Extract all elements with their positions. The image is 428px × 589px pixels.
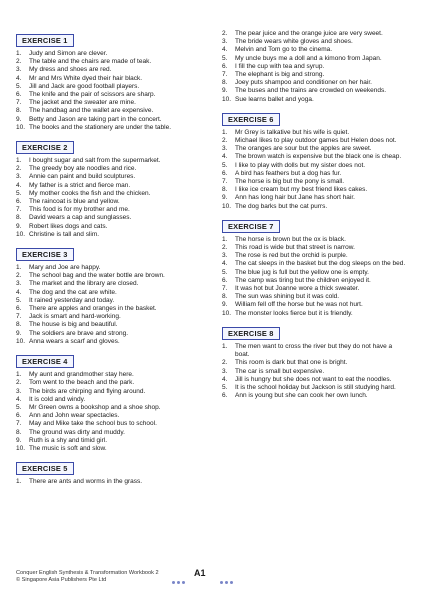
answer-item: [222, 269, 408, 277]
answer-number: 4.: [222, 375, 228, 383]
answer-text: It is the school holiday but Jackson is still studying hard.: [235, 383, 396, 391]
answer-text: The cat sleeps in the basket but the dog sleeps on the bed.: [235, 260, 406, 268]
answer-item: [16, 297, 202, 305]
answer-text: It was hot but Joanne wore a thick sweater.: [235, 285, 360, 293]
answer-number: 7.: [222, 285, 228, 293]
answer-number: 4.: [16, 74, 22, 82]
answer-text: It is cold and windy.: [29, 395, 86, 403]
answer-text: A bird has feathers but a dog has fur.: [235, 169, 342, 177]
answer-text: Anna wears a scarf and gloves.: [29, 337, 120, 345]
answer-text: The rose is red but the orchid is purple.: [235, 252, 348, 260]
answer-number: 2.: [16, 272, 22, 280]
answer-item: [222, 46, 408, 54]
answer-item: [16, 437, 202, 445]
answer-item: [16, 223, 202, 231]
exercise-section: [16, 30, 202, 132]
answer-item: [16, 379, 202, 387]
answer-text: Ann and John wear spectacles.: [29, 412, 120, 420]
answer-text: I like ice cream but my best friend likes cakes.: [235, 186, 368, 194]
answer-text: My uncle buys me a doll and a kimono from Japan.: [235, 54, 382, 62]
exercise-heading: EXERCISE 5: [16, 462, 74, 475]
answer-item: [222, 310, 408, 318]
answer-text: The buses and the trains are crowded on weekends.: [235, 87, 387, 95]
answer-text: Mr and Mrs White dyed their hair black.: [29, 74, 143, 82]
answer-number: 8.: [222, 293, 228, 301]
exercise-section: [16, 458, 202, 486]
answer-text: Betty and Jason are taking part in the concert.: [29, 115, 162, 123]
answer-number: 9.: [16, 329, 22, 337]
answer-list: [222, 236, 408, 318]
answer-text: The jacket and the sweater are mine.: [29, 99, 136, 107]
answer-number: 10.: [16, 230, 26, 238]
answer-number: 2.: [16, 165, 22, 173]
answer-text: Ann is young but she can cook her own lunch.: [235, 392, 368, 400]
answer-item: [16, 198, 202, 206]
answer-number: 3.: [16, 66, 22, 74]
answer-item: [222, 359, 408, 367]
exercise-section: [16, 244, 202, 346]
answer-text: Mr Green owns a bookshop and a shoe shop.: [29, 403, 161, 411]
answer-text: My father is a strict and fierce man.: [29, 181, 131, 189]
answer-number: 4.: [16, 288, 22, 296]
answer-item: [16, 305, 202, 313]
answer-text: The music is soft and slow.: [29, 444, 107, 452]
answer-item: [222, 38, 408, 46]
answer-number: 5.: [16, 296, 22, 304]
exercise-section: [16, 137, 202, 239]
answer-number: 5.: [222, 54, 228, 62]
answer-item: [222, 236, 408, 244]
answer-text: Sue learns ballet and yoga.: [235, 95, 314, 103]
answer-item: [16, 75, 202, 83]
answer-text: Jill is hungry but she does not want to eat the noodles.: [235, 375, 392, 383]
answer-item: [16, 313, 202, 321]
answer-text: Tom went to the beach and the park.: [29, 379, 135, 387]
answer-number: 4.: [222, 46, 228, 54]
answer-item: [16, 83, 202, 91]
answer-item: [222, 87, 408, 95]
answer-text: The men want to cross the river but they do not have a boat.: [235, 342, 393, 359]
answer-number: 6.: [16, 412, 22, 420]
answer-item: [16, 371, 202, 379]
answer-number: 4.: [16, 395, 22, 403]
answer-item: [16, 388, 202, 396]
answer-text: Melvin and Tom go to the cinema.: [235, 46, 333, 54]
answer-number: 7.: [222, 178, 228, 186]
answer-list: [16, 371, 202, 453]
answer-text: The camp was tiring but the children enjoyed it.: [235, 276, 371, 284]
answer-number: 2.: [16, 379, 22, 387]
answer-text: The bride wears white gloves and shoes.: [235, 38, 353, 46]
answer-text: The horse is big but the pony is small.: [235, 178, 345, 186]
answer-item: [16, 116, 202, 124]
exercise-heading: EXERCISE 3: [16, 248, 74, 261]
answer-text: David wears a cap and sunglasses.: [29, 214, 132, 222]
answer-number: 4.: [16, 181, 22, 189]
exercise-heading: EXERCISE 2: [16, 141, 74, 154]
answer-item: [222, 384, 408, 392]
answer-number: 3.: [16, 280, 22, 288]
answer-text: The car is small but expensive.: [235, 367, 325, 375]
answer-item: [16, 107, 202, 115]
answer-text: Ann has long hair but Jane has short hair.: [235, 194, 355, 202]
answer-number: 7.: [16, 99, 22, 107]
answer-number: 5.: [222, 161, 228, 169]
answer-item: [16, 289, 202, 297]
answer-item: [16, 58, 202, 66]
answer-list: [16, 264, 202, 346]
answer-number: 10.: [222, 95, 232, 103]
answer-number: 10.: [222, 202, 232, 210]
answer-number: 2.: [16, 58, 22, 66]
answer-text: The knife and the pair of scissors are sharp.: [29, 91, 156, 99]
answer-number: 1.: [16, 371, 22, 379]
answer-number: 1.: [16, 50, 22, 57]
answer-number: 5.: [16, 82, 22, 90]
answer-number: 3.: [222, 252, 228, 260]
answer-item: [222, 343, 408, 359]
answer-item: [16, 404, 202, 412]
answer-text: Joey puts shampoo and conditioner on her hair.: [235, 79, 372, 87]
answer-item: [16, 190, 202, 198]
answer-item: [16, 321, 202, 329]
answer-text: The ground was dirty and muddy.: [29, 428, 125, 436]
answer-list: [222, 129, 408, 211]
answer-number: 2.: [222, 359, 228, 367]
answer-item: [16, 429, 202, 437]
answer-item: [16, 206, 202, 214]
answer-text: I bought sugar and salt from the supermarket.: [29, 157, 161, 165]
answer-number: 5.: [16, 403, 22, 411]
answer-list: [222, 30, 408, 104]
answer-item: [16, 50, 202, 58]
answer-text: The horse is brown but the ox is black.: [235, 235, 346, 243]
answer-item: [16, 66, 202, 74]
answer-item: [222, 301, 408, 309]
answer-item: [16, 330, 202, 338]
answer-item: [222, 285, 408, 293]
answer-text: The sun was shining but it was cold.: [235, 293, 340, 301]
answer-item: [222, 260, 408, 268]
answer-text: It rained yesterday and today.: [29, 296, 115, 304]
answer-item: [222, 186, 408, 194]
answer-text: The greedy boy ate noodles and rice.: [29, 165, 137, 173]
answer-item: [222, 30, 408, 38]
answer-text: Annie can paint and build sculptures.: [29, 173, 136, 181]
answer-list: [16, 50, 202, 132]
answer-text: Robert likes dogs and cats.: [29, 222, 108, 230]
answer-item: [16, 280, 202, 288]
answer-text: The oranges are sour but the apples are sweet.: [235, 145, 372, 153]
answer-text: The blue jug is full but the yellow one is empty.: [235, 268, 369, 276]
answer-item: [16, 412, 202, 420]
answer-number: 7.: [16, 420, 22, 428]
answer-text: The elephant is big and strong.: [235, 71, 325, 79]
answer-item: [16, 272, 202, 280]
answer-item: [16, 445, 202, 453]
answer-number: 2.: [222, 137, 228, 145]
answer-item: [222, 55, 408, 63]
answer-number: 1.: [16, 264, 22, 272]
answer-text: This road is wide but that street is narrow.: [235, 244, 355, 252]
answer-item: [222, 376, 408, 384]
answer-item: [222, 137, 408, 145]
answer-number: 7.: [16, 313, 22, 321]
answer-number: 7.: [16, 206, 22, 214]
answer-text: Mary and Joe are happy.: [29, 264, 101, 272]
answer-text: I like to play with dolls but my sister does not.: [235, 161, 366, 169]
answer-number: 9.: [222, 87, 228, 95]
answer-text: The raincoat is blue and yellow.: [29, 198, 120, 206]
answer-text: Christine is tall and slim.: [29, 230, 100, 238]
answer-text: Mr Grey is talkative but his wife is quiet.: [235, 128, 350, 136]
answer-text: The school bag and the water bottle are brown.: [29, 272, 165, 280]
answer-item: [16, 91, 202, 99]
answer-number: 1.: [222, 128, 228, 136]
answer-text: Judy and Simon are clever.: [29, 50, 108, 57]
answer-item: [222, 203, 408, 211]
answer-number: 1.: [16, 478, 22, 486]
copyright-notice: © Singapore Asia Publishers Pte Ltd: [16, 577, 107, 583]
answer-text: I fill the cup with tea and syrup.: [235, 62, 325, 70]
answer-number: 10.: [16, 123, 26, 131]
answer-text: Michael likes to play outdoor games but Helen does not.: [235, 137, 397, 145]
answer-number: 8.: [16, 107, 22, 115]
page-number-right-dots: [220, 571, 238, 574]
answer-item: [222, 368, 408, 376]
answer-text: The books and the stationery are under the table.: [29, 123, 172, 131]
answer-number: 8.: [16, 321, 22, 329]
answer-text: The handbag and the wallet are expensive.: [29, 107, 154, 115]
answer-item: [222, 96, 408, 104]
right-column: [222, 30, 408, 405]
answer-item: [16, 173, 202, 181]
answer-number: 2.: [222, 244, 228, 252]
answer-item: [222, 145, 408, 153]
answer-number: 3.: [16, 387, 22, 395]
answer-list: [222, 343, 408, 400]
answer-text: The pear juice and the orange juice are very sweet.: [235, 30, 383, 37]
answer-text: There are ants and worms in the grass.: [29, 478, 143, 486]
page-number: A1: [194, 568, 206, 578]
answer-text: The dog barks but the cat purrs.: [235, 202, 328, 210]
answer-item: [222, 194, 408, 202]
answer-item: [16, 124, 202, 132]
answer-item: [222, 71, 408, 79]
page-number-left-dots: [172, 571, 190, 574]
exercise-heading: EXERCISE 7: [222, 220, 280, 233]
answer-number: 5.: [222, 383, 228, 391]
answer-list: [16, 478, 202, 486]
answer-item: [16, 157, 202, 165]
answer-number: 10.: [16, 337, 26, 345]
answer-text: Jack is smart and hard-working.: [29, 313, 121, 321]
answer-item: [16, 264, 202, 272]
answer-item: [222, 129, 408, 137]
answer-item: [16, 214, 202, 222]
answer-number: 6.: [16, 91, 22, 99]
answer-text: My dress and shoes are red.: [29, 66, 112, 74]
answer-number: 5.: [222, 268, 228, 276]
answer-number: 5.: [16, 189, 22, 197]
answer-number: 10.: [222, 309, 232, 317]
exercise-heading: EXERCISE 4: [16, 355, 74, 368]
answer-number: 3.: [16, 173, 22, 181]
answer-number: 8.: [16, 428, 22, 436]
answer-item: [222, 153, 408, 161]
answer-number: 9.: [16, 115, 22, 123]
left-column: [16, 30, 202, 491]
answer-text: My mother cooks the fish and the chicken.: [29, 189, 151, 197]
answer-number: 6.: [222, 169, 228, 177]
answer-text: The market and the library are closed.: [29, 280, 139, 288]
answer-item: [16, 338, 202, 346]
answer-item: [222, 244, 408, 252]
exercise-heading: EXERCISE 6: [222, 113, 280, 126]
answer-number: 9.: [222, 301, 228, 309]
answer-text: May and Mike take the school bus to school.: [29, 420, 157, 428]
answer-item: [222, 162, 408, 170]
answer-list: [16, 157, 202, 239]
answer-text: My aunt and grandmother stay here.: [29, 371, 134, 379]
answer-number: 9.: [222, 194, 228, 202]
answer-number: 1.: [222, 235, 228, 243]
answer-number: 8.: [16, 214, 22, 222]
answer-text: The house is big and beautiful.: [29, 321, 118, 329]
exercise-section: [16, 351, 202, 453]
answer-text: There are apples and oranges in the basket.: [29, 305, 157, 313]
answer-item: [222, 277, 408, 285]
answer-item: [222, 79, 408, 87]
answer-number: 1.: [222, 342, 228, 350]
answer-number: 3.: [222, 38, 228, 46]
answer-text: William fell off the horse but he was not hurt.: [235, 301, 363, 309]
answer-number: 8.: [222, 186, 228, 194]
answer-item: [16, 231, 202, 239]
answer-text: This room is dark but that one is bright.: [235, 359, 348, 367]
answer-number: 6.: [222, 392, 228, 400]
answer-item: [222, 392, 408, 400]
exercise-section: [222, 216, 408, 318]
answer-number: 3.: [222, 367, 228, 375]
answer-item: [16, 165, 202, 173]
answer-item: [222, 178, 408, 186]
answer-number: 6.: [222, 276, 228, 284]
answer-number: 1.: [16, 157, 22, 165]
answer-item: [16, 182, 202, 190]
answer-item: [222, 63, 408, 71]
answer-text: The brown watch is expensive but the black one is cheap.: [235, 153, 402, 161]
answer-number: 3.: [222, 145, 228, 153]
answer-number: 10.: [16, 444, 26, 452]
answer-item: [222, 170, 408, 178]
answer-text: Ruth is a shy and timid girl.: [29, 436, 108, 444]
answer-number: 9.: [16, 222, 22, 230]
answer-number: 6.: [222, 62, 228, 70]
exercise-section: [222, 109, 408, 211]
answer-item: [16, 396, 202, 404]
exercise-heading: EXERCISE 8: [222, 327, 280, 340]
answer-number: 6.: [16, 198, 22, 206]
answer-item: [222, 252, 408, 260]
answer-text: The dog and the cat are white.: [29, 288, 117, 296]
answer-item: [222, 293, 408, 301]
answer-item: [16, 420, 202, 428]
answer-text: The monster looks fierce but it is friendly.: [235, 309, 353, 317]
answer-item: [16, 99, 202, 107]
answer-number: 2.: [222, 30, 228, 37]
exercise-heading: EXERCISE 1: [16, 34, 74, 47]
answer-number: 8.: [222, 79, 228, 87]
answer-item: [16, 478, 202, 486]
answer-text: Jill and Jack are good football players.: [29, 82, 140, 90]
answer-number: 9.: [16, 436, 22, 444]
book-title: Conquer English Synthesis & Transformation Workbook 2: [16, 570, 159, 576]
exercise-section: [222, 323, 408, 400]
answer-text: This food is for my brother and me.: [29, 206, 130, 214]
answer-number: 4.: [222, 153, 228, 161]
answer-number: 7.: [222, 71, 228, 79]
answer-text: The table and the chairs are made of teak.: [29, 58, 152, 66]
answer-text: The soldiers are brave and strong.: [29, 329, 128, 337]
answer-number: 4.: [222, 260, 228, 268]
exercise-section: [222, 30, 408, 104]
answer-number: 6.: [16, 305, 22, 313]
answer-text: The birds are chirping and flying around.: [29, 387, 146, 395]
